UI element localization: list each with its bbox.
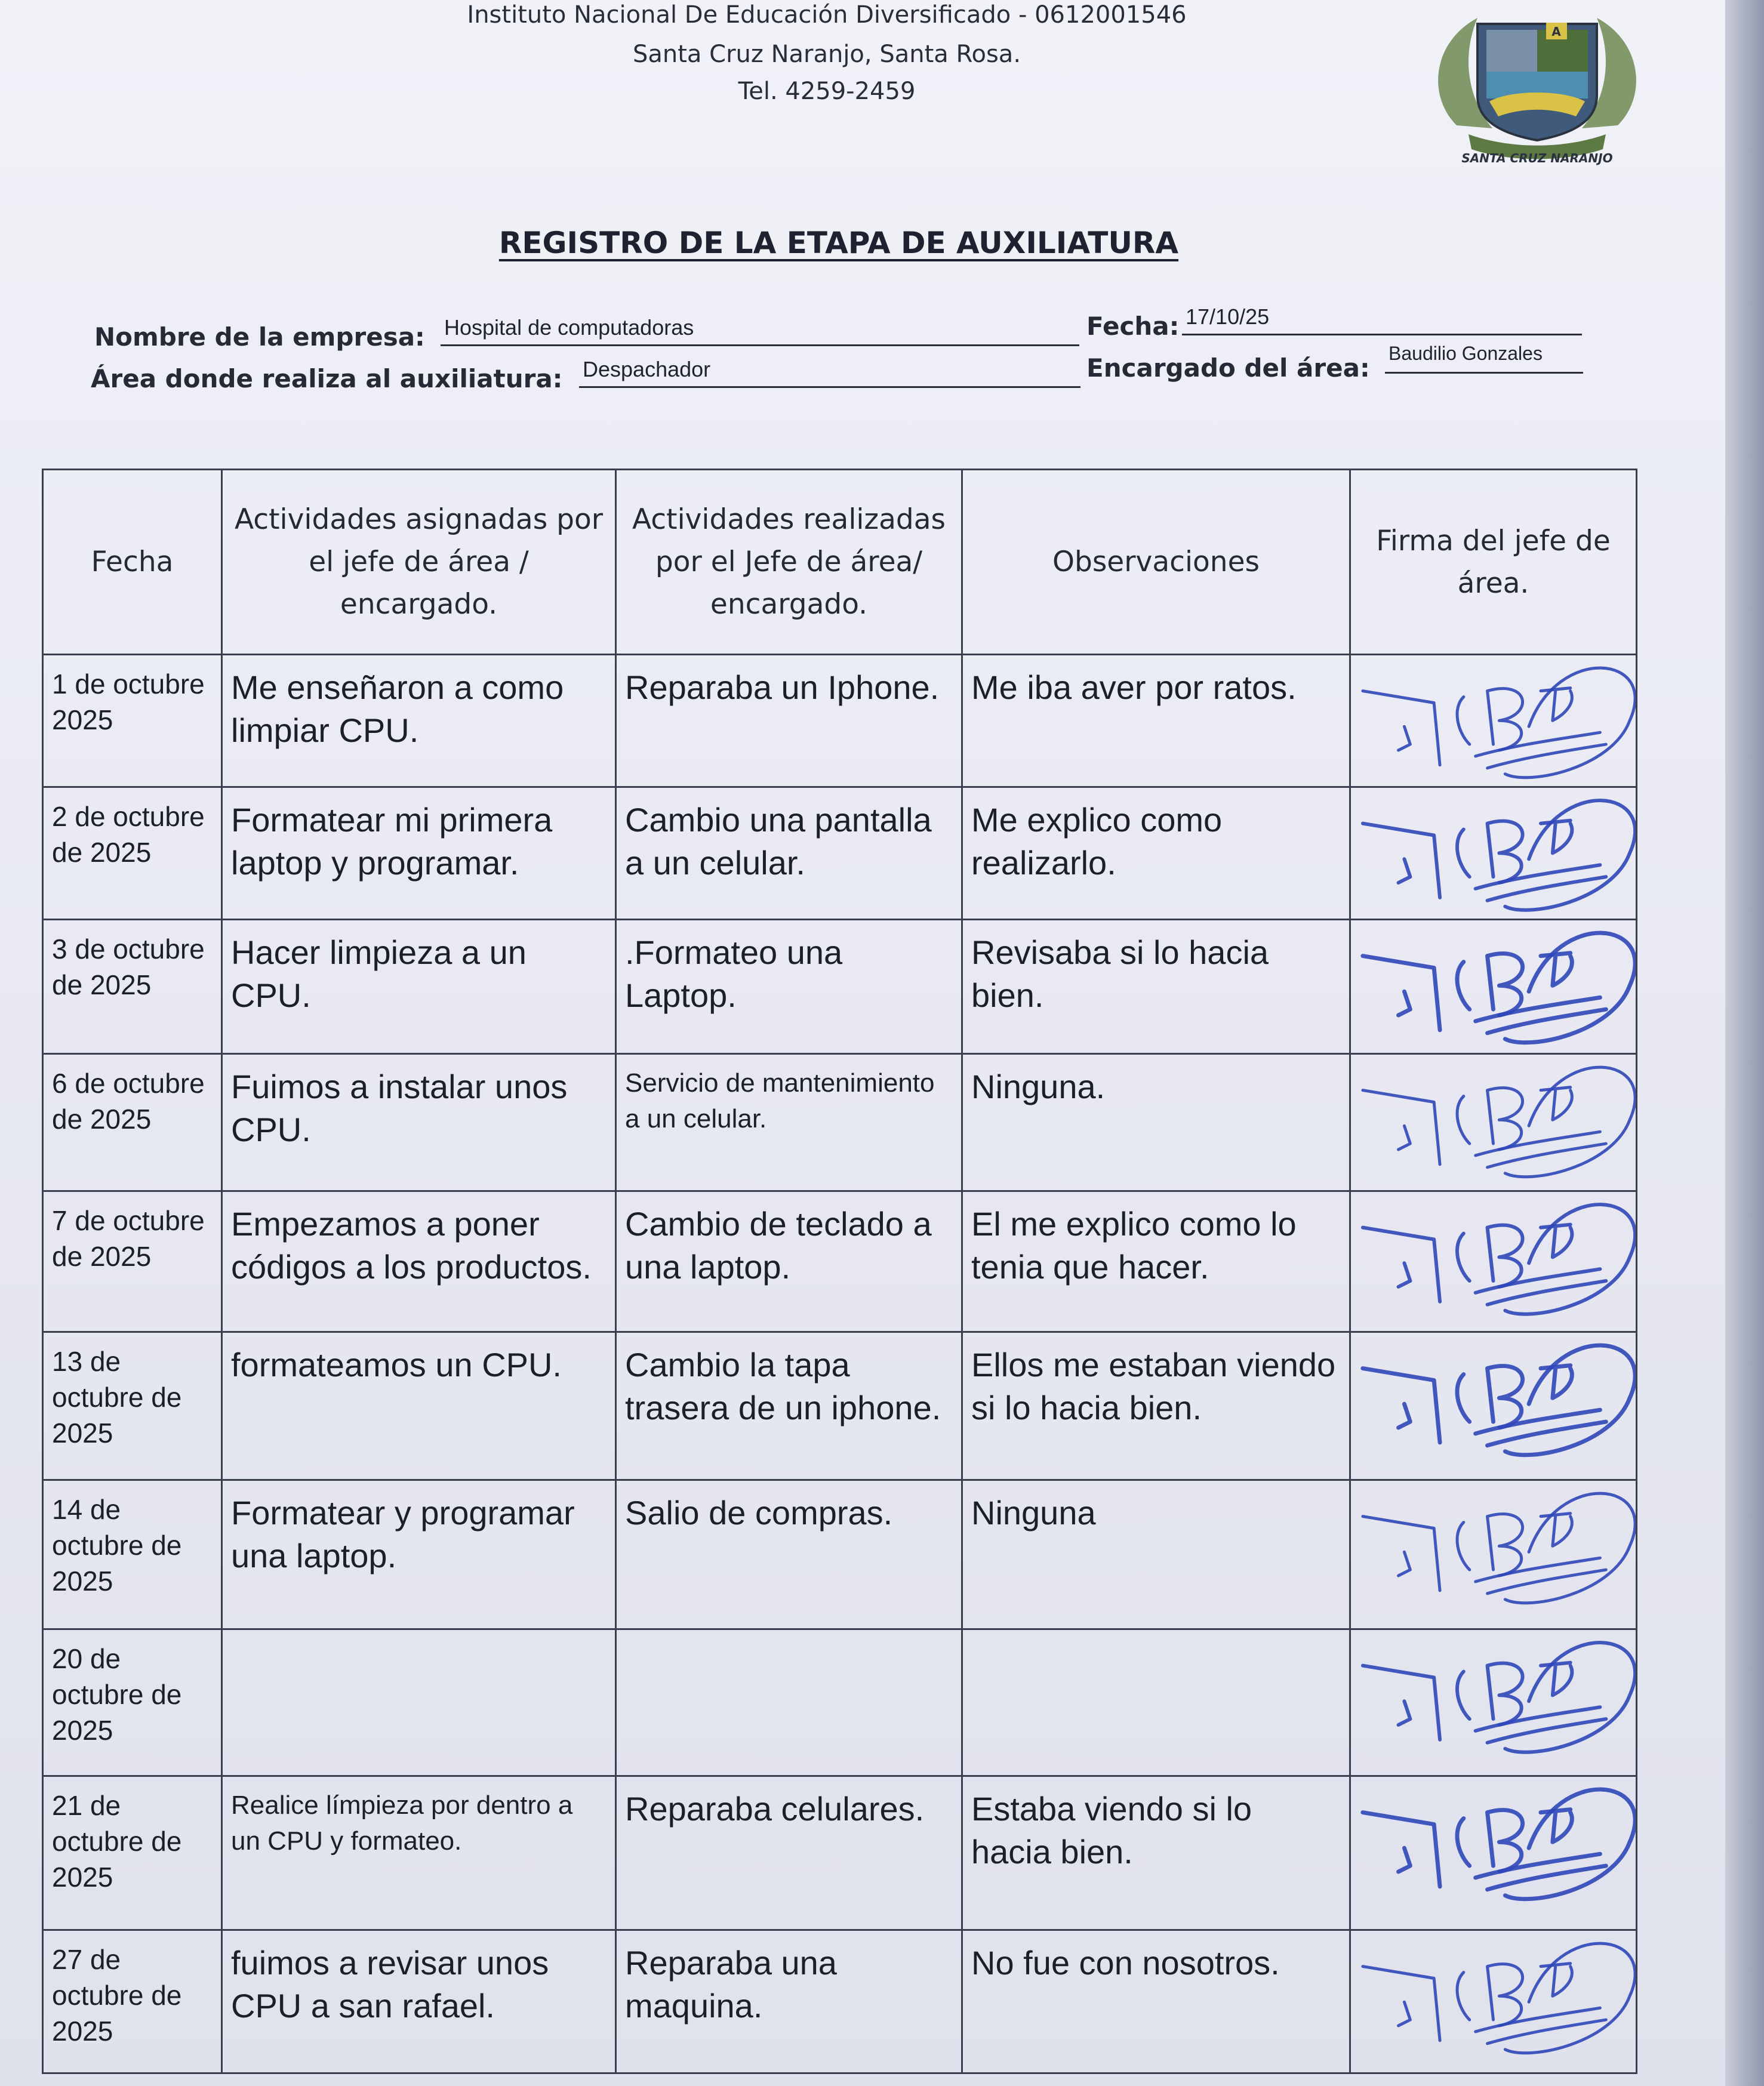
table-row	[43, 1480, 1637, 1629]
row-date: 21 de octubre de 2025	[43, 1776, 222, 1930]
row-assigned: Realice límpieza por dentro a un CPU y formateo.	[222, 1776, 616, 1930]
svg-text:A: A	[1551, 24, 1561, 39]
row-done: Cambio la tapa trasera de un iphone.	[616, 1332, 962, 1480]
row-observations: Revisaba si lo hacia bien.	[962, 919, 1350, 1053]
row-assigned: Formatear mi primera laptop y programar.	[222, 787, 616, 919]
row-assigned: formateamos un CPU.	[222, 1332, 616, 1480]
row-observations: Ninguna.	[962, 1053, 1350, 1191]
handwritten-signature	[1351, 655, 1636, 786]
manager-value: Baudilio Gonzales	[1385, 343, 1583, 374]
area-value: Despachador	[579, 357, 1080, 388]
row-assigned	[222, 1629, 616, 1776]
table-row	[43, 787, 1637, 919]
signature-cell	[1350, 919, 1637, 1053]
row-assigned: Formatear y programar una laptop.	[222, 1480, 616, 1629]
table-row	[43, 919, 1637, 1053]
institution-phone: Tel. 4259-2459	[738, 78, 916, 105]
handwritten-signature	[1351, 1931, 1636, 2062]
row-done	[616, 1629, 962, 1776]
row-observations: Me iba aver por ratos.	[962, 655, 1350, 787]
row-assigned: Me enseñaron a como limpiar CPU.	[222, 655, 616, 787]
row-date: 3 de octubre de 2025	[43, 919, 222, 1053]
institution-name: Instituto Nacional De Educación Diversificado - 0612001546	[467, 1, 1187, 29]
handwritten-signature	[1351, 1055, 1636, 1185]
row-date: 7 de octubre de 2025	[43, 1191, 222, 1332]
signature-cell	[1350, 787, 1637, 919]
signature-cell	[1350, 655, 1637, 787]
document-title: REGISTRO DE LA ETAPA DE AUXILIATURA	[498, 226, 1179, 260]
signature-cell	[1350, 1332, 1637, 1480]
signature-cell	[1350, 1930, 1637, 2073]
area-label: Área donde realiza al auxiliatura:	[91, 364, 563, 393]
handwritten-signature	[1351, 920, 1636, 1051]
row-done: Reparaba celulares.	[616, 1776, 962, 1930]
table-row	[43, 1930, 1637, 2073]
row-assigned: Hacer limpieza a un CPU.	[222, 919, 616, 1053]
background-edge	[1725, 0, 1764, 2086]
row-date: 1 de octubre 2025	[43, 655, 222, 787]
handwritten-signature	[1351, 1630, 1636, 1761]
row-observations: No fue con nosotros.	[962, 1930, 1350, 2073]
row-done: Reparaba una maquina.	[616, 1930, 962, 2073]
handwritten-signature	[1351, 1777, 1636, 1908]
table-row	[43, 1053, 1637, 1191]
table-row	[43, 1776, 1637, 1930]
row-date: 13 de octubre de 2025	[43, 1332, 222, 1480]
row-date: 14 de octubre de 2025	[43, 1480, 222, 1629]
row-observations: El me explico como lo tenia que hacer.	[962, 1191, 1350, 1332]
handwritten-signature	[1351, 1192, 1636, 1323]
signature-cell	[1350, 1053, 1637, 1191]
row-assigned: fuimos a revisar unos CPU a san rafael.	[222, 1930, 616, 2073]
row-observations: Me explico como realizarlo.	[962, 787, 1350, 919]
header-signature: Firma del jefe de área.	[1350, 470, 1637, 655]
signature-cell	[1350, 1191, 1637, 1332]
handwritten-signature	[1351, 788, 1636, 919]
header-assigned: Actividades asignadas por el jefe de área / encargado.	[222, 470, 616, 655]
row-assigned: Empezamos a poner códigos a los productos.	[222, 1191, 616, 1332]
table-row	[43, 655, 1637, 787]
row-date: 6 de octubre de 2025	[43, 1053, 222, 1191]
seal-text: SANTA CRUZ NARANJO	[1461, 151, 1613, 165]
header-date: Fecha	[43, 470, 222, 655]
row-observations: Estaba viendo si lo hacia bien.	[962, 1776, 1350, 1930]
row-done: Salio de compras.	[616, 1480, 962, 1629]
row-done: .Formateo una Laptop.	[616, 919, 962, 1053]
row-date: 27 de octubre de 2025	[43, 1930, 222, 2073]
activity-log-table	[42, 469, 1637, 2074]
company-value: Hospital de computadoras	[441, 315, 1079, 346]
row-done: Reparaba un Iphone.	[616, 655, 962, 787]
company-label: Nombre de la empresa:	[94, 322, 425, 352]
handwritten-signature	[1351, 1481, 1636, 1612]
table-header-row	[43, 470, 1637, 655]
manager-label: Encargado del área:	[1086, 353, 1370, 383]
row-observations	[962, 1629, 1350, 1776]
header-observations: Observaciones	[962, 470, 1350, 655]
row-done: Cambio de teclado a una laptop.	[616, 1191, 962, 1332]
row-assigned: Fuimos a instalar unos CPU.	[222, 1053, 616, 1191]
date-value: 17/10/25	[1182, 304, 1582, 335]
table-row	[43, 1629, 1637, 1776]
signature-cell	[1350, 1629, 1637, 1776]
signature-cell	[1350, 1776, 1637, 1930]
school-seal-logo	[1421, 6, 1654, 167]
handwritten-signature	[1351, 1333, 1636, 1463]
row-done: Servicio de mantenimiento a un celular.	[616, 1053, 962, 1191]
date-label: Fecha:	[1086, 312, 1180, 341]
row-observations: Ninguna	[962, 1480, 1350, 1629]
row-date: 20 de octubre de 2025	[43, 1629, 222, 1776]
institution-location: Santa Cruz Naranjo, Santa Rosa.	[632, 41, 1021, 68]
row-observations: Ellos me estaban viendo si lo hacia bien.	[962, 1332, 1350, 1480]
table-row	[43, 1191, 1637, 1332]
table-row	[43, 1332, 1637, 1480]
row-done: Cambio una pantalla a un celular.	[616, 787, 962, 919]
signature-cell	[1350, 1480, 1637, 1629]
row-date: 2 de octubre de 2025	[43, 787, 222, 919]
header-done: Actividades realizadas por el Jefe de área/ encargado.	[616, 470, 962, 655]
